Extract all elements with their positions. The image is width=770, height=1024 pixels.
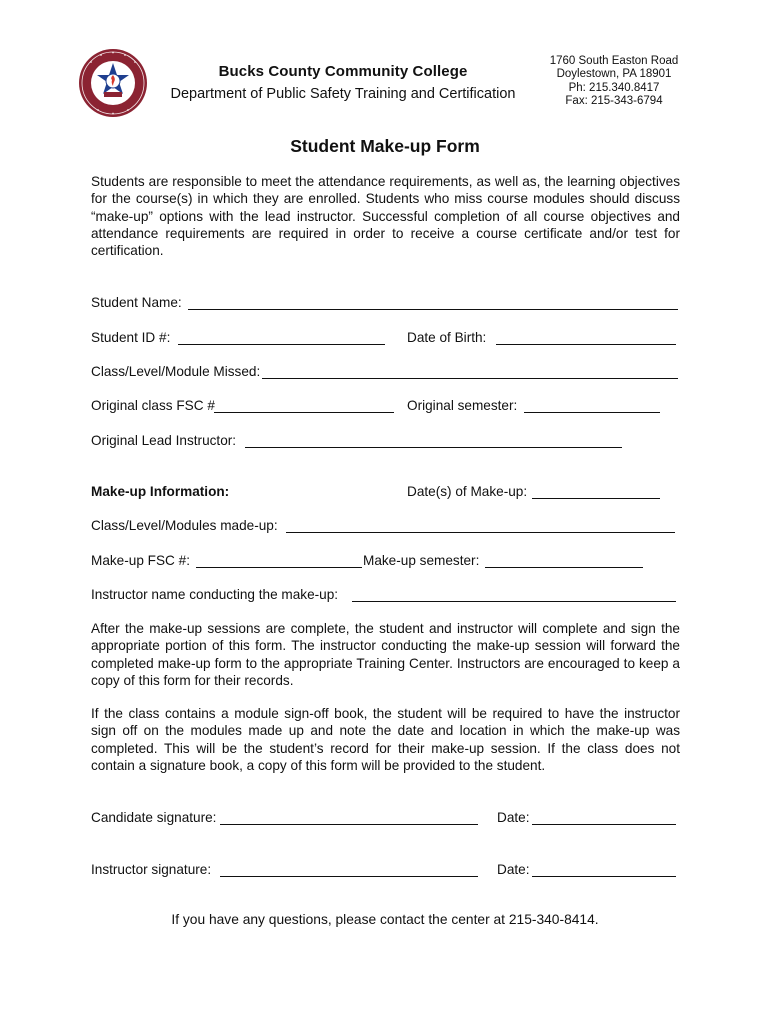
candidate-date-field[interactable] [532,824,676,825]
makeup-fsc-label: Make-up FSC #: [91,553,190,568]
original-fsc-label: Original class FSC # [91,398,215,413]
student-id-label: Student ID #: [91,330,171,345]
makeup-instructor-field[interactable] [352,601,676,602]
candidate-signature-label: Candidate signature: [91,810,217,825]
college-seal-logo [78,48,148,118]
modules-made-up-field[interactable] [286,532,675,533]
instructions-paragraph-1: After the make-up sessions are complete, the student and instructor will complete and sign the appropriate portion of this form. The instructor conducting the make-up session will forward the completed make-up form to the appropriate Training Center. Instructors are encouraged to keep a copy of this form for their records. [91,621,680,688]
address-phone: Ph: 215.340.8417 [568,81,660,94]
modules-made-up-label: Class/Level/Modules made-up: [91,518,278,533]
instructions-paragraph-2: If the class contains a module sign-off book, the student will be required to have the instructor sign off on the modules made up and note the date and location in which the make-up was completed. This will be the student’s record for their make-up session. If the class does not contain a signature book, a copy of this form will be provided to the student. [91,706,680,773]
instructor-date-label: Date: [497,862,530,877]
instructor-signature-label: Instructor signature: [91,862,212,877]
college-header [160,63,526,102]
intro-paragraph: Students are responsible to meet the attendance requirements, as well as, the learning objectives for the course(s) in which they are enrolled. Students who miss course modules should discuss “make-up” options with the lead instructor. Successful completion of all course objectives and attendance requirements are required in order to receive a course certificate and/or test for certification. [91,174,680,259]
makeup-dates-field[interactable] [532,498,660,499]
candidate-date-label: Date: [497,810,530,825]
makeup-dates-label: Date(s) of Make-up: [407,484,528,499]
makeup-semester-label: Make-up semester: [363,553,480,568]
original-instructor-field[interactable] [245,447,622,448]
student-name-label: Student Name: [91,295,182,310]
college-address [540,55,688,109]
original-semester-label: Original semester: [407,398,518,413]
address-fax: Fax: 215-343-6794 [565,95,663,108]
address-city: Doylestown, PA 18901 [556,68,672,81]
student-id-field[interactable] [178,344,385,345]
makeup-info-heading: Make-up Information: [91,484,230,499]
makeup-semester-field[interactable] [485,567,643,568]
original-semester-field[interactable] [524,412,660,413]
date-of-birth-field[interactable] [496,344,676,345]
makeup-fsc-field[interactable] [196,567,362,568]
instructor-signature-field[interactable] [220,876,478,877]
address-street: 1760 South Easton Road [549,55,679,67]
form-title: Student Make-up Form [290,136,480,156]
candidate-signature-field[interactable] [220,824,478,825]
class-missed-field[interactable] [262,378,678,379]
date-of-birth-label: Date of Birth: [407,330,487,345]
department-name: Department of Public Safety Training and Certification [170,86,516,102]
class-missed-label: Class/Level/Module Missed: [91,364,261,379]
college-name: Bucks County Community College [218,63,468,80]
contact-footer: If you have any questions, please contact the center at 215-340-8414. [171,912,599,927]
student-name-field[interactable] [188,309,678,310]
original-instructor-label: Original Lead Instructor: [91,433,237,448]
original-fsc-field[interactable] [214,412,394,413]
instructor-date-field[interactable] [532,876,676,877]
makeup-instructor-label: Instructor name conducting the make-up: [91,587,339,602]
